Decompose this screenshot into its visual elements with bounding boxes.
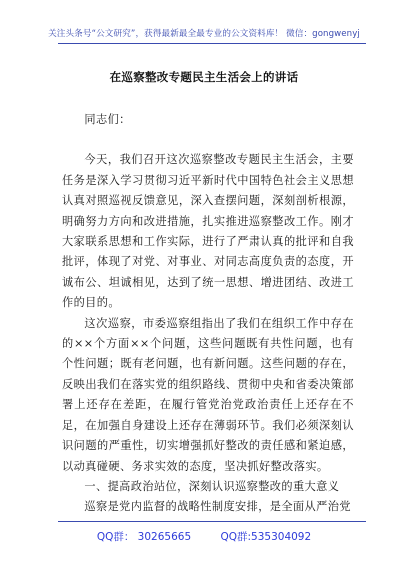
paragraph-3-start: 巡察是党内监督的战略性制度安排，是全面从严治党 [84, 500, 351, 514]
footer-divider [58, 521, 366, 522]
greeting: 同志们： [84, 113, 131, 126]
footer-qq-group-1: QQ群： 30265665 [96, 531, 192, 543]
paragraph-1: 今天，我们召开这次巡察整改专题民主生活会，主要任务是深入学习贯彻习近平新时代中国特色社会主义思想认真对照巡视反馈意见，深入查摆问题，深刻剖析根源，明确努力方向和改进措施，扎实推进巡察整改工作。刚才大家联系思想和工作实际，进行了严肃认真的批评和自我批评，体现了对党、对事业、对同志高度负责的态度，开诚布公、坦诚相见，达到了统一思想、增进团结、改进工作的目的。 [62, 153, 354, 310]
header-divider [58, 43, 366, 44]
document-body [62, 110, 354, 518]
document-title: 在巡察整改专题民主生活会上的讲话 [109, 70, 299, 84]
footer-qq-group-2: QQ群:535304092 [220, 531, 312, 543]
header-promo-text: 关注头条号“公文研究”，获得最新最全最专业的公文资料库！ 微信：gongwenyj [48, 29, 360, 39]
paragraph-2: 这次巡察，市委巡察组指出了我们在组织工作中存在的××个方面××个问题，这些问题既有共性问题，也有个性问题；既有老问题，也有新问题。这些问题的存在，反映出我们在落实党的组织路线、贯彻中央和省委决策部署上还存在差距，在履行管党治党政治责任上还存在不足，在加强自身建设上还存在薄弱环节。我们必须深刻认识问题的严重性，切实增强抓好整改的责任感和紧迫感，以动真碰硬、务求实效的态度，坚决抓好整改落实。 [62, 316, 354, 473]
footer-contact [0, 529, 408, 544]
section-heading: 一、提高政治站位，深刻认识巡察整改的重大意义 [84, 479, 340, 493]
